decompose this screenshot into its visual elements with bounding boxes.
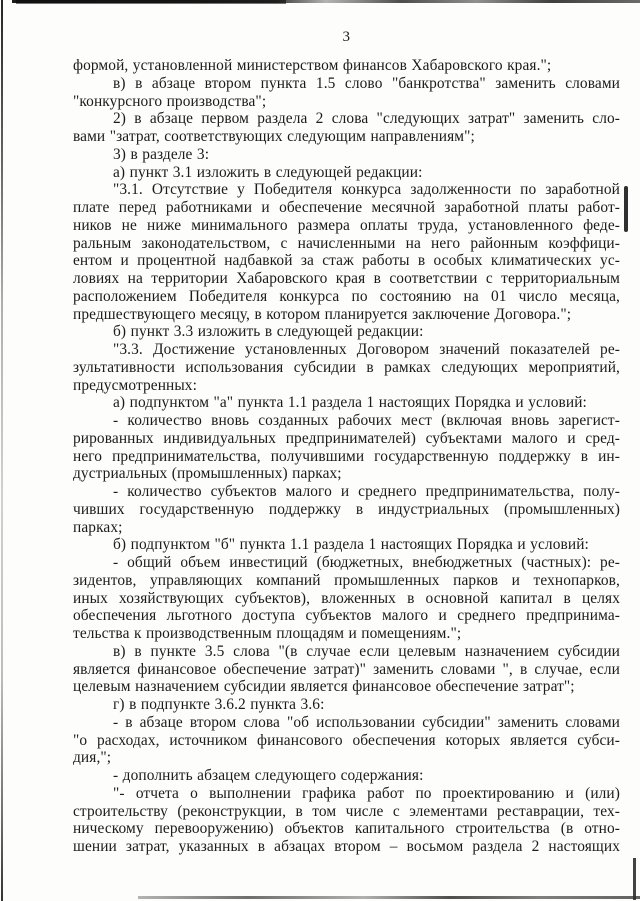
- text-line: является финансовое обеспечение затрат)" заменить словами ", в случае, если: [73, 660, 620, 678]
- text-line: в) в пункте 3.5 слова "(в случае если целевым назначением субсидии: [113, 642, 620, 660]
- scan-artifact-top-edge-dark-segment: [16, 0, 286, 4]
- text-line: дия,";: [73, 749, 112, 767]
- text-line: б) подпунктом "б" пункта 1.1 раздела 1 настоящих Порядка и условий:: [113, 536, 589, 554]
- text-line: в) в абзаце втором пункта 1.5 слово "банкротства" заменить словами: [113, 74, 620, 92]
- text-line: а) подпунктом "а" пункта 1.1 раздела 1 настоящих Порядка и условий:: [113, 394, 587, 412]
- text-line: - количество субъектов малого и среднего предпринимательства, полу-: [113, 483, 620, 500]
- text-line: 3) в разделе 3:: [113, 145, 210, 163]
- text-line: - общий объем инвестиций (бюджетных, внебюджетных (частных): ре-: [113, 554, 620, 571]
- text-line: него предпринимательства, получившими государственную поддержку в ин-: [73, 447, 620, 465]
- text-line: "конкурсного производства";: [73, 92, 267, 110]
- scan-artifact-right-mark: [624, 186, 628, 232]
- text-line: а) пункт 3.1 изложить в следующей редакции:: [113, 163, 423, 181]
- text-line: целевым назначением субсидии является финансовое обеспечение затрат";: [73, 678, 575, 696]
- document-text: [73, 57, 620, 856]
- scan-artifact-bottom-line: [138, 896, 640, 899]
- text-line: г) в подпункте 3.6.2 пункта 3.6:: [113, 696, 325, 713]
- scan-artifact-left-edge: [1, 0, 3, 901]
- text-line: - количество вновь созданных рабочих мест (включая вновь зарегист-: [113, 412, 620, 429]
- text-line: расположением Победителя конкурса по состоянию на 01 число месяца,: [73, 287, 620, 305]
- text-line: шении затрат, указанных в абзацах втором – восьмом раздела 2 настоящих: [73, 838, 620, 855]
- page-number: 3: [342, 29, 351, 45]
- text-line: "- отчета о выполнении графика работ по проектированию и (или): [113, 784, 620, 802]
- text-line: формой, установленной министерством финансов Хабаровского края.";: [73, 57, 552, 74]
- text-line: б) пункт 3.3 изложить в следующей редакции:: [113, 323, 424, 341]
- scan-artifact-right-bottom-mark: [633, 858, 636, 900]
- text-line: - дополнить абзацем следующего содержания:: [113, 767, 424, 784]
- text-line: чивших государственную поддержку в индустриальных (промышленных): [73, 500, 620, 518]
- text-line: строительству (реконструкции, в том числе с элементами реставрации, тех-: [73, 802, 620, 820]
- text-line: предшествующего месяцу, в котором планируется заключение Договора.";: [73, 305, 572, 323]
- text-line: "о расходах, источником финансового обеспечения которых является субси-: [73, 731, 620, 749]
- text-line: вами "затрат, соответствующих следующим направлениям";: [73, 128, 475, 145]
- text-line: - в абзаце втором слова "об использовании субсидии" заменить словами: [113, 713, 620, 731]
- text-line: тельства к производственным площадям и помещениям.";: [73, 625, 462, 642]
- text-line: 2) в абзаце первом раздела 2 слова "следующих затрат" заменить сло-: [113, 110, 620, 128]
- text-line: иных хозяйствующих субъектов), вложенных в основной капитал в целях: [73, 589, 620, 607]
- text-line: зультативности использования субсидии в рамках следующих мероприятий,: [73, 358, 620, 376]
- text-line: ловиях на территории Хабаровского края в соответствии с территориальным: [73, 270, 620, 287]
- text-line: парках;: [73, 518, 123, 536]
- text-line: зидентов, управляющих компаний промышленных парков и технопарков,: [73, 571, 620, 589]
- text-line: рированных индивидуальных предпринимателей) субъектами малого и сред-: [73, 429, 620, 447]
- text-line: "3.3. Достижение установленных Договором значений показателей ре-: [113, 341, 620, 358]
- text-line: предусмотренных:: [73, 376, 197, 394]
- text-line: ентом и процентной надбавкой за стаж работы в особых климатических ус-: [73, 252, 620, 270]
- text-line: ников не ниже минимального размера оплаты труда, установленного феде-: [73, 216, 620, 234]
- text-line: плате перед работниками и обеспечение месячной заработной платы работ-: [73, 199, 620, 216]
- text-line: "3.1. Отсутствие у Победителя конкурса задолженности по заработной: [113, 181, 620, 199]
- text-line: ральным законодательством, с начисленными на него районным коэффици-: [73, 234, 620, 252]
- text-line: ническому перевооружению) объектов капитального строительства (в отно-: [73, 820, 620, 838]
- text-line: дустриальных (промышленных) парках;: [73, 465, 342, 483]
- text-line: обеспечения льготного доступа субъектов малого и среднего предпринима-: [73, 607, 620, 625]
